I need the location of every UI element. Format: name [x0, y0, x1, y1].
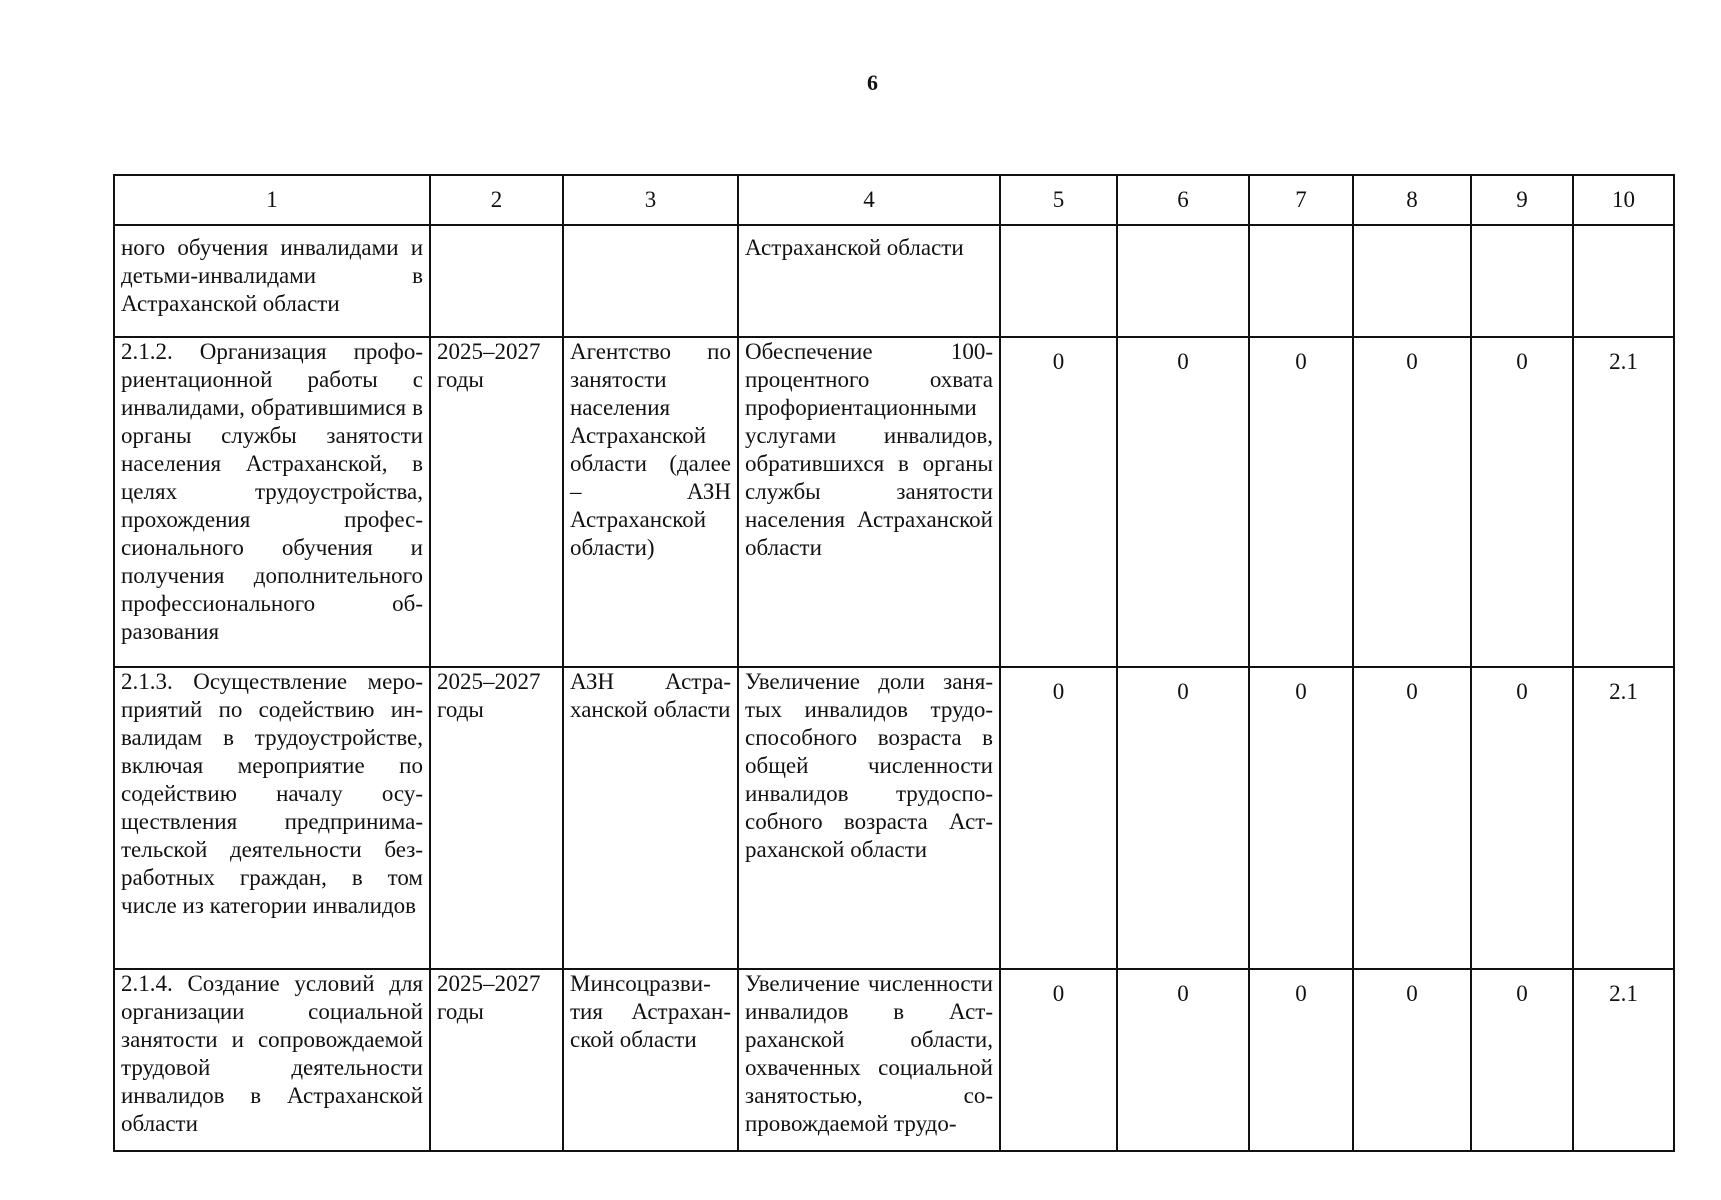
executor-cell	[563, 225, 738, 337]
header-col-6: 6	[1117, 175, 1249, 225]
value-cell	[1471, 225, 1573, 337]
value-cell	[1117, 225, 1249, 337]
header-col-7: 7	[1249, 175, 1353, 225]
header-row	[114, 175, 1674, 225]
table-row	[114, 225, 1674, 337]
value-cell: 0	[1249, 337, 1353, 667]
result-cell: Астраханской области	[738, 225, 1000, 337]
value-cell: 0	[1353, 969, 1471, 1151]
header-col-10: 10	[1573, 175, 1674, 225]
value-cell: 0	[1000, 337, 1117, 667]
indicator-cell: 2.1	[1573, 337, 1674, 667]
table-row	[114, 969, 1674, 1151]
value-cell	[1249, 225, 1353, 337]
indicator-cell	[1573, 225, 1674, 337]
result-cell: Увеличение численности инвалидов в Астраханской области, охваченных социальной занятостью, сопровождаемой трудо-	[738, 969, 1000, 1151]
value-cell	[1353, 225, 1471, 337]
value-cell: 0	[1117, 667, 1249, 969]
indicator-cell: 2.1	[1573, 667, 1674, 969]
measures-table	[113, 174, 1675, 1152]
value-cell: 0	[1249, 667, 1353, 969]
table-row	[114, 337, 1674, 667]
header-col-1: 1	[114, 175, 430, 225]
value-cell: 0	[1000, 667, 1117, 969]
header-col-9: 9	[1471, 175, 1573, 225]
measure-cell: ного обучения инвалидами и детьми-инвалидами в Астраханской области	[114, 225, 430, 337]
period-cell	[430, 225, 563, 337]
value-cell: 0	[1353, 667, 1471, 969]
period-cell: 2025–2027 годы	[430, 667, 563, 969]
period-cell: 2025–2027 годы	[430, 969, 563, 1151]
value-cell: 0	[1471, 337, 1573, 667]
indicator-cell: 2.1	[1573, 969, 1674, 1151]
executor-cell: Минсоцразвития Астраханской области	[563, 969, 738, 1151]
value-cell	[1000, 225, 1117, 337]
page-number: 6	[867, 70, 878, 95]
measure-cell: 2.1.4. Создание условий для организации социальной занятости и сопровождаемой трудовой деятельности инвалидов в Астраханской области	[114, 969, 430, 1151]
header-col-3: 3	[563, 175, 738, 225]
value-cell: 0	[1471, 969, 1573, 1151]
result-cell: Обеспечение 100-процентного охвата профориентационными услугами инвалидов, обратившихся в органы службы занятости населения Астраханской области	[738, 337, 1000, 667]
period-cell: 2025–2027 годы	[430, 337, 563, 667]
result-cell: Увеличение доли занятых инвалидов трудоспособного возраста в общей численности инвалидов трудоспособного возраста Астраханской области	[738, 667, 1000, 969]
measure-cell: 2.1.3. Осуществление мероприятий по содействию инвалидам в трудоустройстве, включая мероприятие по содействию началу осуществления предпринимательской деятельности безработных граждан, в том числе из категории инвалидов	[114, 667, 430, 969]
value-cell: 0	[1117, 969, 1249, 1151]
value-cell: 0	[1249, 969, 1353, 1151]
value-cell: 0	[1117, 337, 1249, 667]
value-cell: 0	[1000, 969, 1117, 1151]
table-row	[114, 667, 1674, 969]
executor-cell: Агентство по занятости населения Астраханской области (далее – АЗН Астраханской области)	[563, 337, 738, 667]
executor-cell: АЗН Астраханской области	[563, 667, 738, 969]
header-col-2: 2	[430, 175, 563, 225]
header-col-8: 8	[1353, 175, 1471, 225]
header-col-5: 5	[1000, 175, 1117, 225]
header-col-4: 4	[738, 175, 1000, 225]
value-cell: 0	[1471, 667, 1573, 969]
value-cell: 0	[1353, 337, 1471, 667]
measure-cell: 2.1.2. Организация профориентационной работы с инвалидами, обратившимися в органы службы занятости населения Астраханской, в целях трудоустройства, прохождения профессионального обучения и получения дополнительного профессионального образования	[114, 337, 430, 667]
